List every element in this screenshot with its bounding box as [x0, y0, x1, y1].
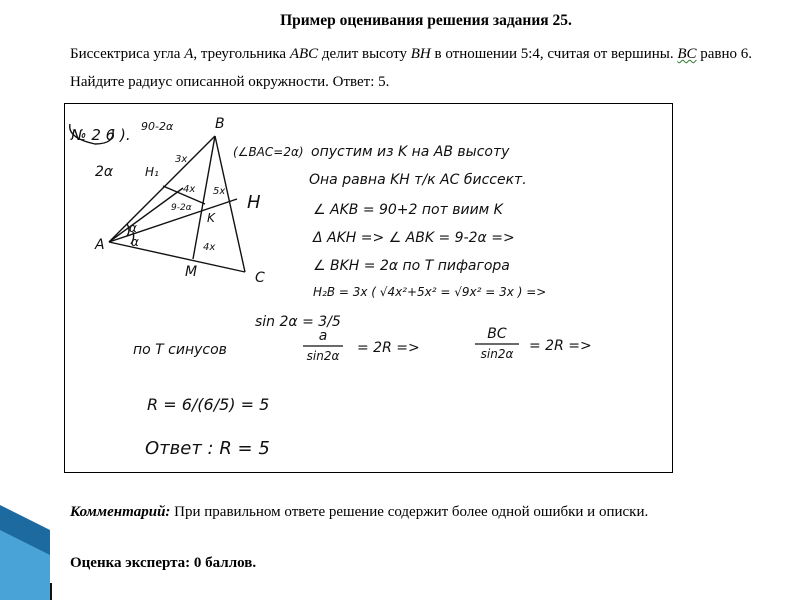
comment-text: При правильном ответе решение содержит более одной ошибки и описки. — [170, 504, 649, 520]
handwritten-solution — [64, 103, 673, 473]
label-4x-lower: 4x — [203, 242, 216, 253]
label-k: K — [207, 211, 215, 225]
var-a: A — [184, 46, 194, 62]
sin-line: sin 2α = 3/5 — [255, 314, 341, 330]
label-a: A — [95, 237, 105, 253]
problem-text: в отношении 5:4, считая от вершины. — [430, 46, 678, 62]
solution-line-3: ∠ AKB = 90+2 пот виим K — [313, 202, 503, 218]
problem-text: равно 6. Найдите радиус описанной окружности. Ответ: 5. — [70, 46, 753, 90]
solution-line-5: ∠ BKH = 2α по T пифагора — [313, 258, 510, 274]
label-m: M — [185, 264, 198, 280]
solution-line-6: H₂B = 3x ( √4x²+5x² = √9x² = 3x ) => — [313, 285, 547, 299]
label-b: B — [215, 116, 225, 132]
task-number: № 2 6 ). — [71, 126, 131, 144]
fraction-2-numerator: BC — [487, 326, 507, 342]
expert-grade: Оценка эксперта: 0 баллов. — [70, 555, 257, 571]
radius-calculation: R = 6/(6/5) = 5 — [147, 395, 270, 414]
label-h1: H₁ — [145, 165, 159, 179]
label-4x: 4x — [183, 184, 196, 195]
angle-note: (∠BAC=2α) — [233, 145, 304, 159]
label-5x: 5x — [213, 186, 226, 197]
expert-comment — [70, 498, 760, 526]
label-top-angle: 90-2α — [141, 120, 174, 133]
solution-line-2: Она равна KH т/к AC биссект. — [309, 172, 527, 188]
problem-text: Биссектриса угла — [70, 46, 185, 62]
solution-line-4: Δ AKH => ∠ ABK = 9-2α => — [313, 230, 515, 246]
page-title: Пример оценивания решения задания 25. — [280, 12, 572, 29]
aux-line — [109, 188, 183, 242]
theorem-text: по T синусов — [133, 342, 227, 358]
problem-text: делит высоту — [318, 46, 411, 62]
label-alpha: α — [129, 221, 137, 235]
fraction-2-denominator: sin2α — [480, 347, 514, 361]
label-angle: 9-2α — [171, 203, 192, 213]
var-bh: BH — [410, 46, 431, 62]
solution-drawing — [65, 104, 672, 472]
document-page — [52, 0, 800, 600]
problem-text: , треугольника — [193, 46, 290, 62]
solution-line-1: опустим из K на AB высоту — [311, 144, 510, 160]
label-c: C — [255, 270, 265, 286]
fraction-1-denominator: sin2α — [306, 349, 340, 363]
equation-2: = 2R => — [529, 338, 592, 354]
fraction-1-numerator: a — [318, 328, 328, 344]
comment-label: Комментарий: — [70, 504, 171, 520]
var-bc: BC — [677, 46, 697, 62]
var-abc: ABC — [289, 46, 319, 62]
equation-1: = 2R => — [357, 340, 420, 356]
label-2a: 2α — [95, 164, 114, 180]
label-3x: 3x — [175, 154, 188, 165]
label-h: H — [247, 192, 261, 213]
label-alpha: α — [131, 235, 139, 249]
problem-statement — [70, 40, 760, 96]
handwritten-answer: Ответ : R = 5 — [145, 438, 270, 459]
side-ac — [109, 242, 245, 272]
